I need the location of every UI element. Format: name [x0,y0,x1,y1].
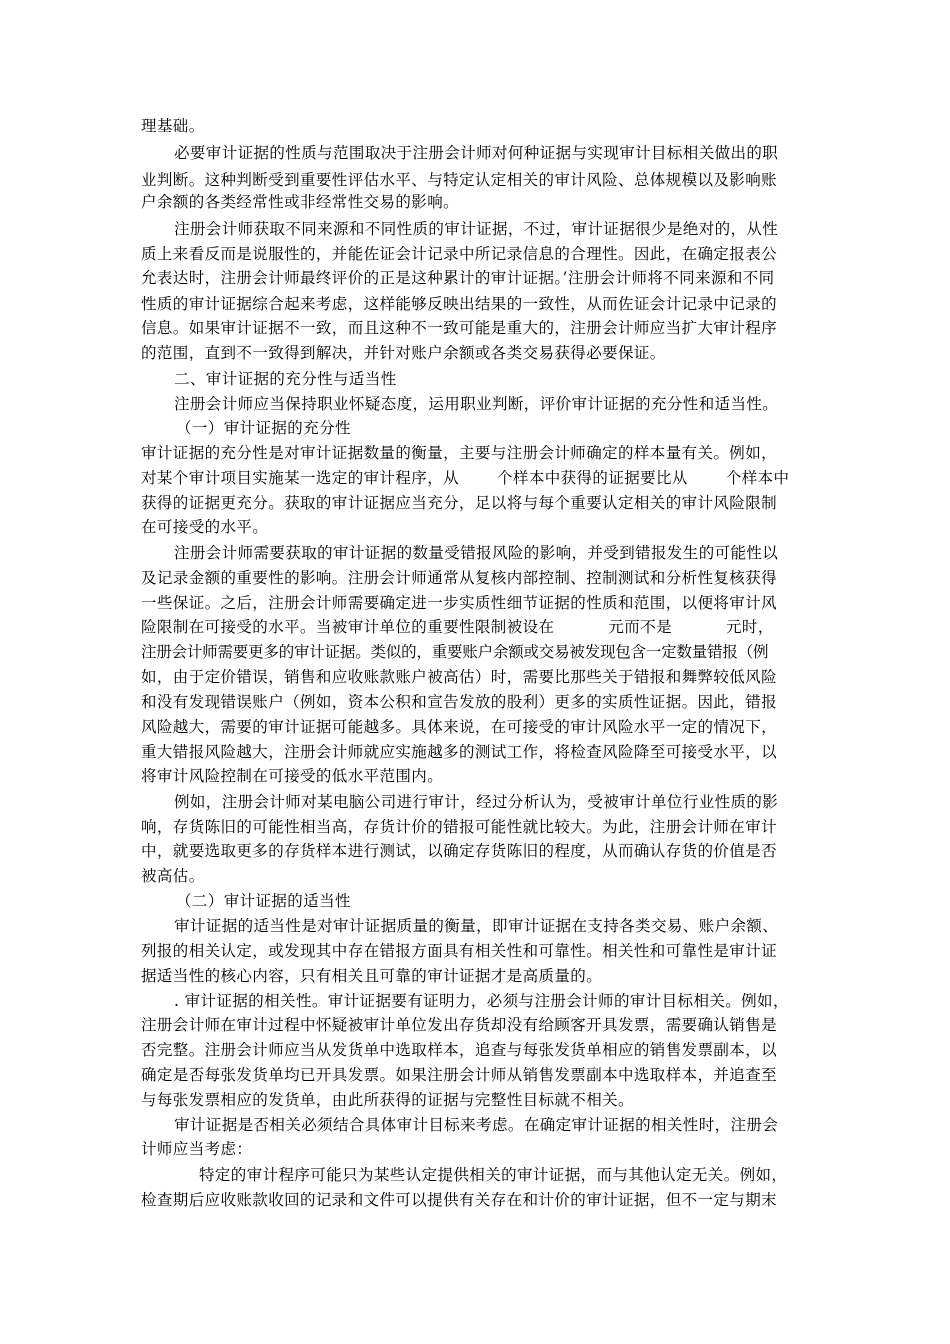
text-line: 与每张发票相应的发货单，由此所获得的证据与完整性目标就不相关。 [141,1091,634,1109]
text-line: 审计证据的充分性是对审计证据数量的衡量，主要与注册会计师确定的样本量有关。例如， [141,444,778,462]
section-heading: 二、审计证据的充分性与适当性 [174,370,397,388]
subsection-heading: （二）审计证据的适当性 [176,892,351,910]
text-line: 中，就要选取更多的存货样本进行测试，以确定存货陈旧的程度，从而确认存货的价值是否 [141,842,778,860]
text-line: 性质的审计证据综合起来考虑，这样能够反映出结果的一致性，从而佐证会计记录中记录的 [141,295,778,313]
text-line: 列报的相关认定，或发现其中存在错报方面具有相关性和可靠性。相关性和可靠性是审计证 [141,942,778,960]
text-line: 必要审计证据的性质与范围取决于注册会计师对何种证据与实现审计目标相关做出的职 [174,144,779,162]
text-line: 注册会计师应当保持职业怀疑态度，运用职业判断，评价审计证据的充分性和适当性。 [174,395,779,413]
text-line: 对某个审计项目实施某一选定的审计程序，从 个样本中获得的证据要比从 个样本中 [141,469,790,487]
text-line: 信息。如果审计证据不一致，而且这种不一致可能是重大的，注册会计师应当扩大审计程序 [141,319,778,337]
text-line: 重大错报风险越大，注册会计师就应实施越多的测试工作，将检查风险降至可接受水平，以 [141,743,778,761]
text-line: 注册会计师需要获取的审计证据的数量受错报风险的影响，并受到错报发生的可能性以 [174,544,779,562]
text-line: 理基础。 [141,117,205,135]
text-line: 注册会计师在审计过程中怀疑被审计单位发出存货却没有给顾客开具发票，需要确认销售是 [141,1016,778,1034]
text-line: 注册会计师获取不同来源和不同性质的审计证据，不过，审计证据很少是绝对的，从性 [174,220,779,238]
text-line: 确定是否每张发货单均已开具发票。如果注册会计师从销售发票副本中选取样本，并追查至 [141,1066,778,1084]
text-line: 业判断。这种判断受到重要性评估水平、与特定认定相关的审计风险、总体规模以及影响账 [141,171,778,189]
text-line: 允表达时，注册会计师最终评价的正是这种累计的审计证据。’注册会计师将不同来源和不同 [141,269,775,287]
text-line: 将审计风险控制在可接受的低水平范围内。 [141,767,444,785]
text-line: 据适当性的核心内容，只有相关且可靠的审计证据才是高质量的。 [141,967,603,985]
text-line: 险限制在可接受的水平。当被审计单位的重要性限制被设在 元而不是 元时， [141,618,774,636]
text-line: 和没有发现错误账户（例如，资本公积和宣告发放的股利）更多的实质性证据。因此，错报 [141,693,778,711]
text-line: 否完整。注册会计师应当从发货单中选取样本，追查与每张发货单相应的销售发票副本，以 [141,1041,778,1059]
text-line: 质上来看反而是说服性的，并能佐证会计记录中所记录信息的合理性。因此，在确定报表公 [141,245,778,263]
text-line: 被高估。 [141,867,205,885]
text-line: 响，存货陈旧的可能性相当高，存货计价的错报可能性就比较大。为此，注册会计师在审计 [141,818,778,836]
text-line: 一些保证。之后，注册会计师需要确定进一步实质性细节证据的性质和范围，以便将审计风 [141,594,778,612]
text-line: 计师应当考虑： [141,1140,253,1158]
text-line: 如，由于定价错误，销售和应收账款账户被高估）时，需要比那些关于错报和舞弊较低风险 [141,668,778,686]
text-line: 户余额的各类经常性或非经常性交易的影响。 [141,193,460,211]
text-line: 获得的证据更充分。获取的审计证据应当充分，足以将与每个重要认定相关的审计风险限制 [141,494,778,512]
subsection-heading: （一）审计证据的充分性 [176,419,351,437]
text-line: 及记录金额的重要性的影响。注册会计师通常从复核内部控制、控制测试和分析性复核获得 [141,569,778,587]
text-line: 检查期后应收账款收回的记录和文件可以提供有关存在和计价的审计证据，但不一定与期末 [141,1191,778,1209]
text-line: 审计证据的适当性是对审计证据质量的衡量，即审计证据在支持各类交易、账户余额、 [174,917,779,935]
text-line: 特定的审计程序可能只为某些认定提供相关的审计证据，而与其他认定无关。例如， [199,1166,788,1184]
text-line: 的范围，直到不一致得到解决，并针对账户余额或各类交易获得必要保证。 [141,344,666,362]
text-line: 审计证据是否相关必须结合具体审计目标来考虑。在确定审计证据的相关性时，注册会 [174,1116,779,1134]
text-line: 风险越大，需要的审计证据可能越多。具体来说，在可接受的审计风险水平一定的情况下， [141,718,778,736]
text-line: 在可接受的水平。 [141,518,269,536]
text-line: 注册会计师需要更多的审计证据。类似的，重要账户余额或交易被发现包含一定数量错报（例 [141,643,769,661]
text-line: . 审计证据的相关性。审计证据要有证明力，必须与注册会计师的审计目标相关。例如， [174,992,789,1010]
text-line: 例如，注册会计师对某电脑公司进行审计，经过分析认为，受被审计单位行业性质的影 [174,793,779,811]
